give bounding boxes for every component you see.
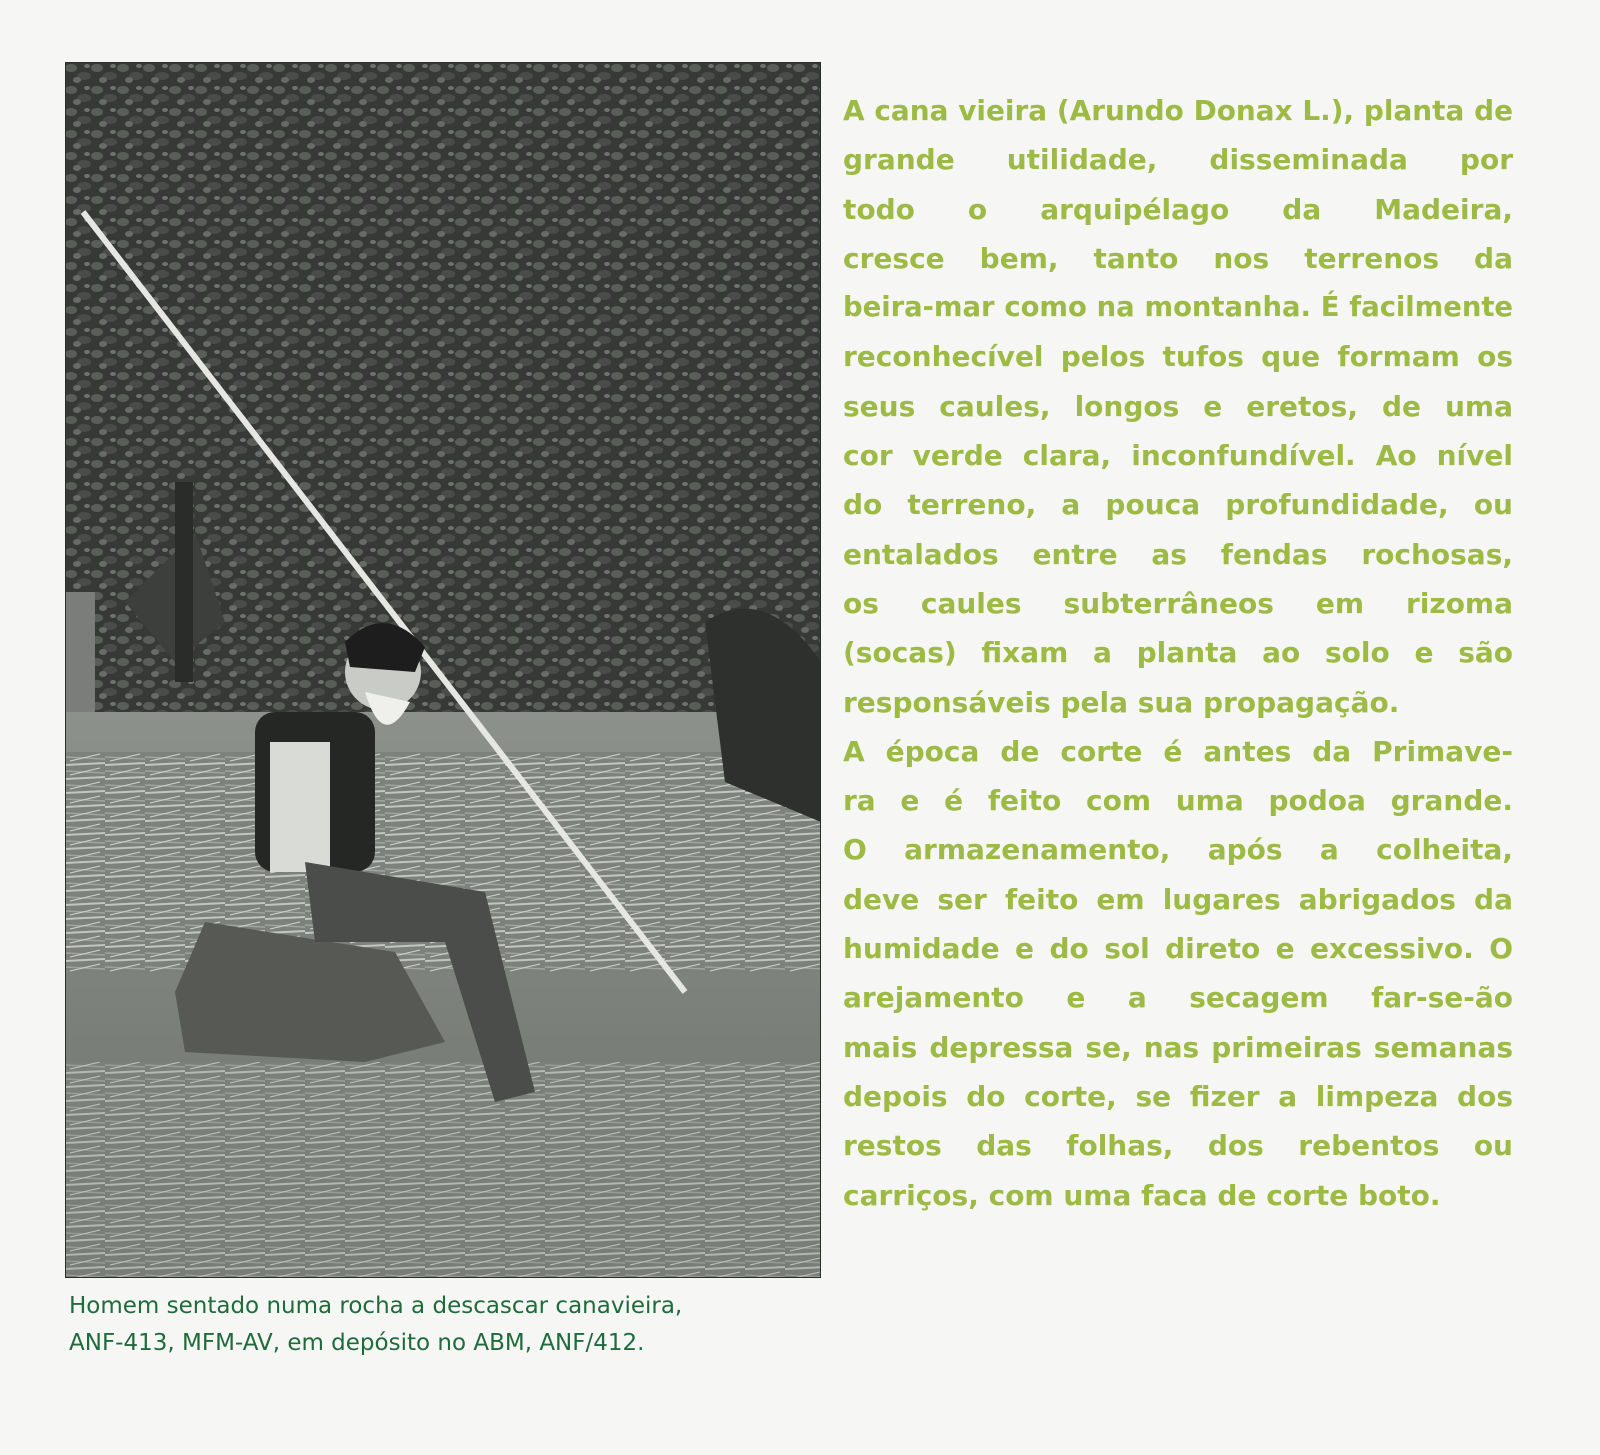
text-line: responsáveis pela sua propagação. — [843, 685, 1400, 719]
photograph-icon — [65, 62, 821, 1278]
text-line: do terreno, a pouca profundidade, ou — [843, 488, 1513, 522]
text-line: seus caules, longos e eretos, de uma — [843, 389, 1513, 423]
text-line: deve ser feito em lugares abrigados da — [843, 882, 1513, 916]
text-line: grande utilidade, disseminada por — [843, 143, 1513, 177]
text-line: (socas) fixam a planta ao solo e são — [843, 636, 1513, 670]
historical-photograph — [65, 62, 821, 1278]
text-line: cresce bem, tanto nos terrenos da — [843, 241, 1513, 275]
text-line: A cana vieira (Arundo Donax L.), planta de — [843, 94, 1513, 127]
caption-line: ANF-413, MFM-AV, em depósito no ABM, ANF/412. — [69, 1330, 645, 1356]
text-line: carriços, com uma faca de corte boto. — [843, 1178, 1441, 1212]
text-line: mais depressa se, nas primeiras semanas — [843, 1030, 1513, 1064]
body-text — [843, 86, 1513, 1220]
text-line: reconhecível pelos tufos que formam os — [843, 340, 1513, 374]
text-line: restos das folhas, dos rebentos ou — [843, 1129, 1513, 1163]
photo-caption — [69, 1288, 829, 1362]
caption-line: Homem sentado numa rocha a descascar canavieira, — [69, 1293, 683, 1319]
text-line: todo o arquipélago da Madeira, — [843, 192, 1513, 226]
text-line: A época de corte é antes da Primave- — [843, 734, 1513, 768]
text-line: humidade e do sol direto e excessivo. O — [843, 932, 1513, 966]
text-line: O armazenamento, após a colheita, — [843, 833, 1513, 867]
text-line: beira-mar como na montanha. É facilmente — [843, 292, 1513, 324]
text-line: depois do corte, se fizer a limpeza dos — [843, 1079, 1513, 1113]
text-line: cor verde clara, inconfundível. Ao nível — [843, 439, 1513, 473]
text-line: ra e é feito com uma podoa grande. — [843, 784, 1513, 818]
text-line: arejamento e a secagem far-se-ão — [843, 981, 1513, 1015]
text-line: os caules subterrâneos em rizoma — [843, 586, 1513, 620]
text-line: entalados entre as fendas rochosas, — [843, 537, 1513, 571]
